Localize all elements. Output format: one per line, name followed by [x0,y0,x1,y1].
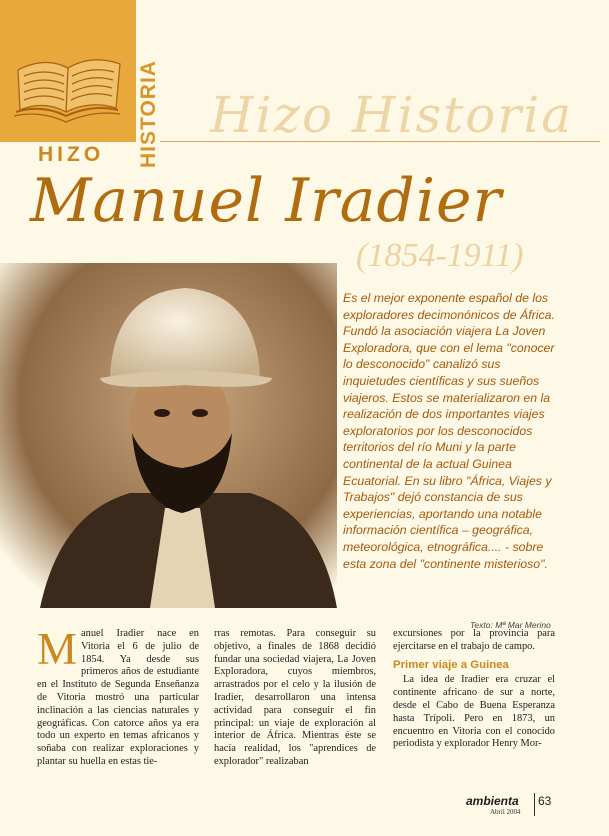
magazine-brand: ambienta [466,794,519,808]
portrait-photo [0,263,337,608]
footer-divider [534,793,535,816]
author-credit: Texto: Mª Mar Merino [470,620,551,630]
article-title: Manuel Iradier [30,166,503,236]
section-label-hizo: HIZO [38,143,105,166]
body-column-1 [37,624,199,769]
article-intro: Es el mejor exponente español de los exploradores decimonónicos de África. Fundó la asociación viajera La Joven Exploradora, que con el lema "conocer lo desconocido" canalizó sus inquietudes científicas y sus sueños viajeros. Estos se materializaron en la realización de dos importantes viajes exploratorios por los desconocidos territorios del río Muni y la parte continental de la actual Guinea Ecuatorial. En su libro "África, Viajes y Trabajos" dejó constancia de sus experiencias, aportando una notable información científica – geográfica, meteorológica, etnográfica.... - sobre esta zona del "continente misterioso". [343,291,555,571]
body-column-3 [393,628,555,751]
page-number: 63 [538,794,552,808]
article-dates: (1854-1911) [356,237,524,274]
body-column-2 [214,628,376,769]
subheading-primer-viaje: Primer viaje a Guinea [393,658,509,671]
open-book-icon [0,0,136,142]
section-label-historia: HISTORIA [137,60,160,168]
body-text-col3-p2: La idea de Iradier era cruzar el continente africano de sur a norte, desde el Cabo de Buena Esperanza hasta Trípoli. Pero en 1873, un encuentro en Vitoria con el conocido periodista y explorador Henry Mor- [393,674,555,750]
drop-cap: M [37,624,78,674]
body-text-col3-p1: excursiones por la provincia para ejercitarse en el trabajo de campo. [393,628,555,652]
body-text-col2: rras remotas. Para conseguir su objetivo, a finales de 1868 decidió fundar una sociedad viajera, La Joven Exploradora, cuyos miembros, arrastrados por el celo y la ilusión de Iradier, desarrollaron una intensa actividad para conseguir el fin principal: un viaje de exploración al interior de África. Mientras éste se hacía realidad, los "aprendices de explorador" realizaban [214,628,376,767]
issue-date: Abril 2004 [490,808,521,816]
header-script-watermark: Hizo Historia [210,86,574,144]
section-corner-block [0,0,136,142]
body-text-col1: anuel Iradier nace en Vitoria el 6 de julio de 1854. Ya desde sus primeros años de estudiante en el Instituto de Segunda Enseñanza de Vitoria mostró una particular inclinación a las ciencias naturales y geográficas. Con catorce años ya era todo un experto en temas africanos y soñaba con realizar exploraciones y plantar su huella en estas tie- [37,628,199,767]
